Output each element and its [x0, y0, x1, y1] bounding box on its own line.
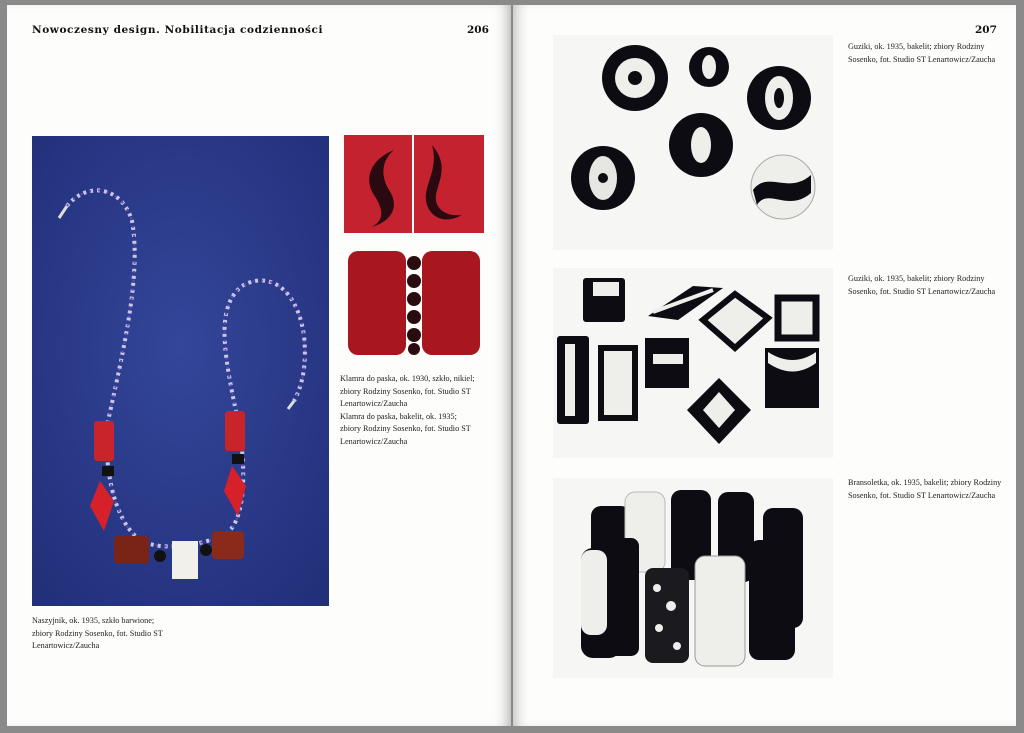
buttons-square-photo	[553, 268, 833, 458]
buttons-square-caption	[848, 273, 995, 298]
running-title: Nowoczesny design. Nobilitacja codzienności	[32, 24, 324, 36]
buckle-caption	[340, 373, 475, 448]
caption-line: Guziki, ok. 1935, bakelit; zbiory Rodziny	[848, 274, 985, 283]
right-page	[513, 5, 1016, 726]
caption-line: Lenartowicz/Zaucha	[340, 436, 408, 446]
bracelet-photo	[553, 478, 833, 678]
caption-line: zbiory Rodziny Sosenko, fot. Studio ST	[32, 628, 163, 638]
caption-line: Sosenko, fot. Studio ST Lenartowicz/Zaucha	[848, 490, 996, 500]
caption-line: Naszyjnik, ok. 1935, szkło barwione;	[32, 616, 155, 625]
caption-line: Klamra do paska, bakelit, ok. 1935;	[340, 411, 457, 421]
page-number-right: 207	[975, 24, 997, 36]
caption-line: Klamra do paska, ok. 1930, szkło, nikiel;	[340, 374, 475, 383]
bracelet-caption	[848, 477, 1001, 502]
caption-line: zbiory Rodziny Sosenko, fot. Studio ST	[340, 386, 471, 396]
buckle-photo	[344, 135, 484, 358]
necklace-photo	[32, 136, 329, 606]
caption-line: zbiory Rodziny Sosenko, fot. Studio ST	[340, 424, 471, 433]
caption-line: Guziki, ok. 1935, bakelit; zbiory Rodziny	[848, 42, 985, 51]
caption-line: Lenartowicz/Zaucha	[32, 641, 100, 650]
buttons-round-photo	[553, 35, 833, 250]
caption-line: Sosenko, fot. Studio ST Lenartowicz/Zaucha	[848, 286, 996, 296]
caption-line: Sosenko, fot. Studio ST Lenartowicz/Zaucha	[848, 54, 996, 64]
caption-line: Lenartowicz/Zaucha	[340, 399, 408, 408]
necklace-caption	[32, 615, 163, 653]
page-number-left: 206	[467, 24, 489, 36]
caption-line: Bransoletka, ok. 1935, bakelit; zbiory Rodziny	[848, 478, 1002, 487]
buttons-round-caption	[848, 41, 995, 66]
left-page	[7, 5, 511, 726]
